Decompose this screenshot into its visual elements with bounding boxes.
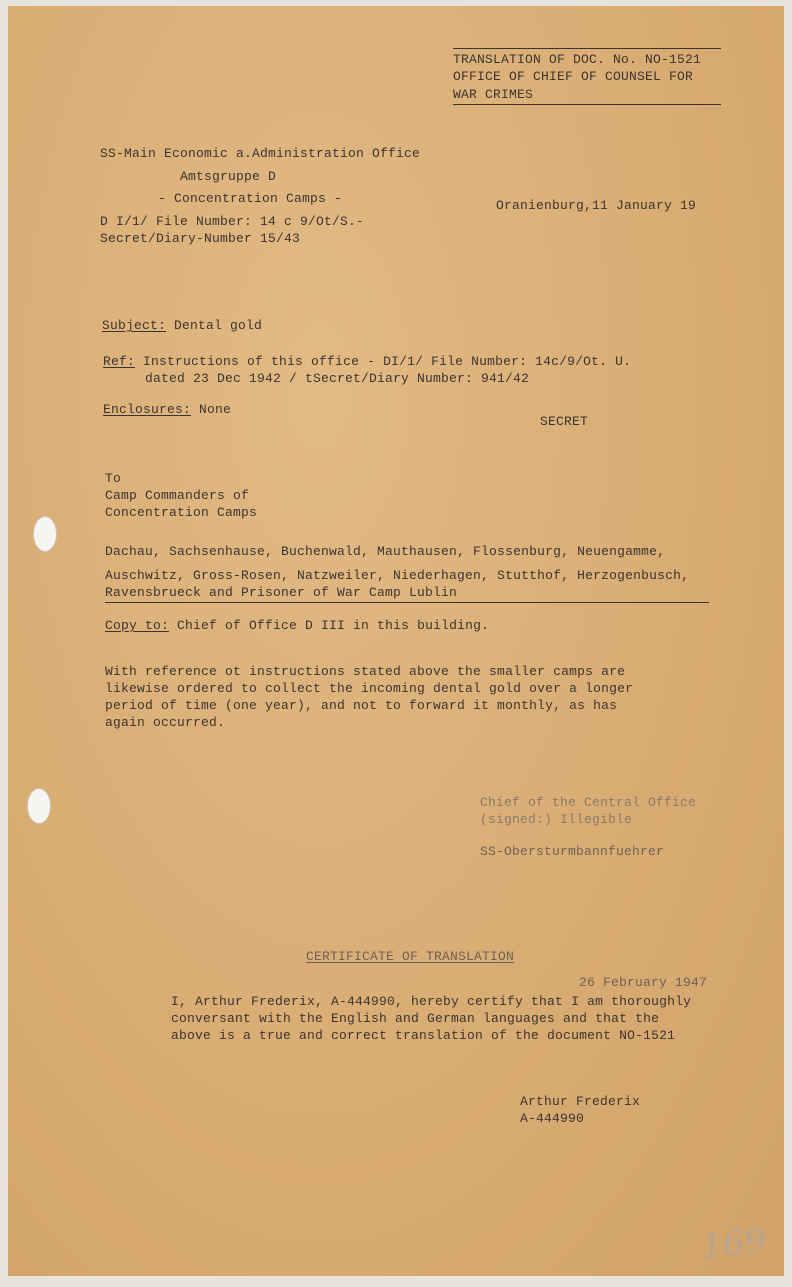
camps-line-2: Auschwitz, Gross-Rosen, Natzweiler, Niederhagen, Stutthof, Herzogenbusch, [105,568,690,583]
ref-label: Ref: [103,354,136,369]
signature-title: Chief of the Central Office [480,795,697,810]
signature-signed: (signed:) Illegible [480,812,633,827]
copy-to-label: Copy to: [105,618,170,633]
enclosures-line [103,402,231,417]
sender-office: SS-Main Economic a.Administration Office [100,146,421,161]
body-line-4: again occurred. [105,715,226,730]
addressee-line-1: Camp Commanders of [105,488,250,503]
certificate-line-3: above is a true and correct translation of the document NO-1521 [171,1028,676,1043]
diary-number: Secret/Diary-Number 15/43 [100,231,301,246]
subject-label: Subject: [102,318,167,333]
signature-rank: SS-Obersturmbannfuehrer [480,844,665,859]
translator-block [520,1093,640,1127]
camps-rule [105,602,709,603]
header-top-rule [453,48,721,49]
punch-hole-lower [27,788,51,824]
certificate-line-1: I, Arthur Frederix, A-444990, hereby certify that I am thoroughly [171,994,692,1009]
punch-hole-upper [33,516,57,552]
certificate-text [171,993,691,1044]
document-page [8,6,784,1276]
translator-number: A-444990 [520,1111,585,1126]
translation-header [453,51,701,103]
certificate-date: 26 February 1947 [579,975,708,990]
translator-name: Arthur Frederix [520,1094,641,1109]
header-line-1: TRANSLATION OF DOC. No. NO-1521 [453,52,702,67]
file-number: D I/1/ File Number: 14 c 9/Ot/S.- [100,214,365,229]
ref-line-1: Instructions of this office - DI/1/ File Number: 14c/9/Ot. U. [143,354,632,369]
sender-block [100,145,420,247]
header-bottom-rule [453,104,721,105]
classification-stamp: SECRET [540,414,589,429]
enclosures-label: Enclosures: [103,402,192,417]
camps-line-3: Ravensbrueck and Prisoner of War Camp Lublin [105,585,458,600]
sender-amtsgruppe: Amtsgruppe D [180,169,277,184]
header-line-2: OFFICE OF CHIEF OF COUNSEL FOR [453,69,694,84]
sender-department: - Concentration Camps - [158,191,343,206]
body-line-1: With reference ot instructions stated above the smaller camps are [105,664,626,679]
reference-block [103,353,631,387]
body-line-2: likewise ordered to collect the incoming dental gold over a longer [105,681,634,696]
header-line-3: WAR CRIMES [453,87,534,102]
copy-to-text: Chief of Office D III in this building. [177,618,490,633]
camps-line-1: Dachau, Sachsenhause, Buchenwald, Mauthausen, Flossenburg, Neuengamme, [105,544,666,559]
addressee-block [105,470,257,521]
place-date: Oranienburg,11 January 19 [496,198,697,213]
addressee-to: To [105,471,122,486]
folio-number: 169 [699,1220,769,1268]
signature-block [480,794,696,860]
subject-line [102,318,262,333]
ref-line-2: dated 23 Dec 1942 / tSecret/Diary Number: 941/42 [145,371,530,386]
camps-list [105,543,689,601]
enclosures-text: None [199,402,232,417]
copy-to-line [105,618,489,633]
addressee-line-2: Concentration Camps [105,505,258,520]
certificate-title: CERTIFICATE OF TRANSLATION [306,949,515,964]
subject-text: Dental gold [174,318,263,333]
certificate-line-2: conversant with the English and German languages and that the [171,1011,660,1026]
letter-body [105,663,633,731]
body-line-3: period of time (one year), and not to forward it monthly, as has [105,698,618,713]
